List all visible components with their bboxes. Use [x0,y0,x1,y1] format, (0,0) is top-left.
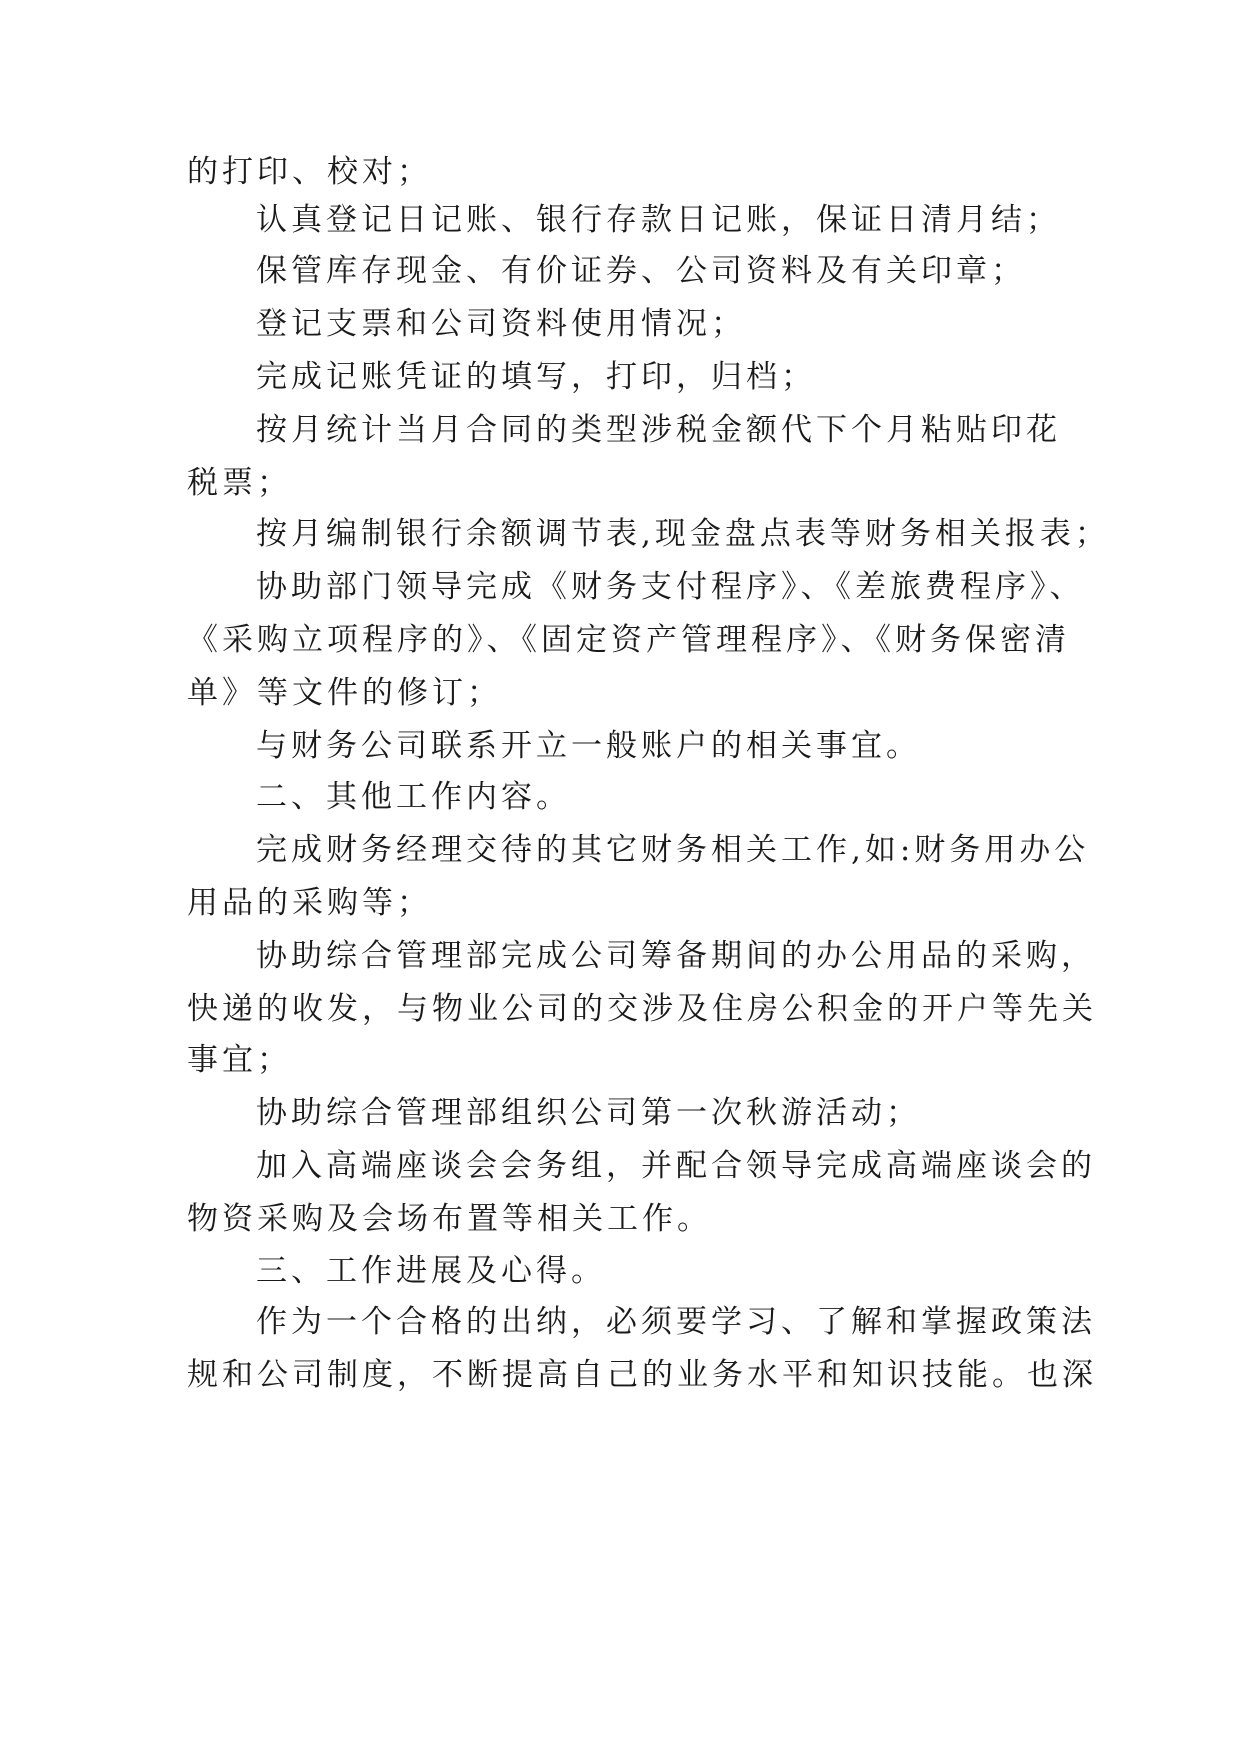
text-line: 加入高端座谈会会务组，并配合领导完成高端座谈会的 [256,1148,1096,1184]
text-line: 的打印、校对； [187,154,432,190]
text-line: 事宜； [187,1042,292,1078]
section-heading: 二、其他工作内容。 [256,779,571,815]
text-line: 快递的收发，与物业公司的交涉及住房公积金的开户等先关 [187,991,1097,1027]
text-line: 完成记账凭证的填写，打印，归档； [256,359,816,395]
text-line: 认真登记日记账、银行存款日记账，保证日清月结； [256,202,1061,238]
text-line: 税票； [187,465,292,501]
section-heading: 三、工作进展及心得。 [256,1253,606,1289]
text-line: 物资采购及会场布置等相关工作。 [187,1201,712,1237]
text-line: 协助综合管理部组织公司第一次秋游活动； [256,1095,921,1131]
text-line: 登记支票和公司资料使用情况； [256,306,746,342]
text-line: 按月编制银行余额调节表,现金盘点表等财务相关报表； [256,516,1110,552]
text-line: 单》等文件的修订； [187,675,502,711]
text-line: 规和公司制度，不断提高自己的业务水平和知识技能。也深 [187,1357,1097,1393]
text-line: 《采购立项程序的》、《固定资产管理程序》、《财务保密清 [187,622,1070,658]
text-line: 协助部门领导完成《财务支付程序》、《差旅费程序》、 [256,569,1085,605]
text-line: 作为一个合格的出纳，必须要学习、了解和掌握政策法 [256,1304,1096,1340]
text-line: 用品的采购等； [187,885,432,921]
text-line: 按月统计当月合同的类型涉税金额代下个月粘贴印花 [256,412,1061,448]
text-line: 完成财务经理交待的其它财务相关工作,如:财务用办公 [256,832,1090,868]
text-line: 保管库存现金、有价证券、公司资料及有关印章； [256,253,1026,289]
text-line: 协助综合管理部完成公司筹备期间的办公用品的采购， [256,938,1096,974]
text-line: 与财务公司联系开立一般账户的相关事宜。 [256,728,921,764]
